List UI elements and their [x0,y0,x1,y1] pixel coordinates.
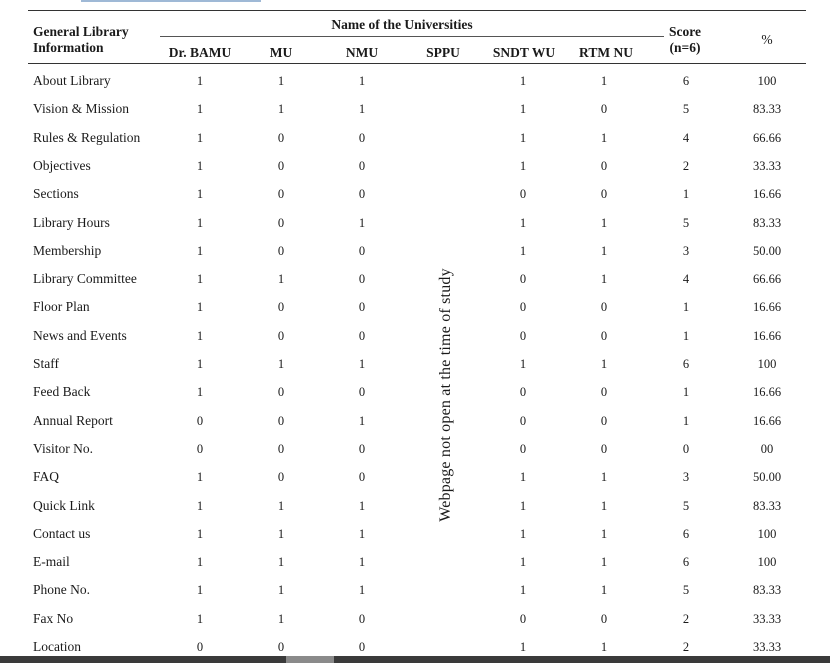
score-cell: 2 [682,640,690,654]
percent-cell: 00 [760,441,774,456]
table-cell: 0 [277,470,285,485]
header-score-line2: (n=6) [669,40,701,55]
scrollbar-thumb[interactable] [286,656,334,663]
score-cell: 4 [682,130,690,145]
row-label: Library Hours [33,214,110,230]
table-cell: 1 [358,498,366,513]
table-cell: 1 [600,74,608,88]
table-cell: 0 [519,413,527,428]
table-cell: 1 [277,498,285,513]
row-label: Library Committee [33,271,137,287]
table-cell: 1 [600,215,608,230]
header-university-sndt: SNDT WU [492,45,556,60]
table-cell: 0 [358,611,366,626]
row-label: Feed Back [33,384,91,400]
percent-cell: 83.33 [752,498,782,513]
percent-cell: 16.66 [752,328,782,343]
score-cell: 6 [682,555,690,570]
table-cell: 1 [277,102,285,117]
table-cell: 1 [196,357,204,371]
table-cell: 1 [196,526,204,541]
table-cell: 0 [519,611,527,626]
table-cell: 1 [196,498,204,513]
row-label: Sections [33,186,79,202]
table-cell: 1 [196,187,204,202]
score-cell: 5 [682,498,690,513]
table-cell: 1 [277,526,285,541]
table-cell: 1 [519,555,527,570]
table-cell: 1 [519,158,527,173]
table-cell: 1 [519,498,527,513]
row-label: Staff [33,356,59,371]
percent-cell: 33.33 [752,611,782,626]
row-label: Membership [33,242,102,258]
table-cell: 0 [600,300,608,315]
table-cell: 0 [196,640,204,654]
score-cell: 5 [682,583,690,598]
table-cell: 0 [358,243,366,258]
table-cell: 0 [277,158,285,173]
table-cell: 1 [519,130,527,145]
percent-cell: 33.33 [752,640,782,654]
table-cell: 1 [358,102,366,117]
table-cell: 0 [196,441,204,456]
table-cell: 1 [196,583,204,598]
percent-cell: 100 [757,357,777,371]
table-cell: 0 [600,187,608,202]
percent-cell: 33.33 [752,158,782,173]
table-cell: 0 [358,640,366,654]
row-label: Fax No [33,610,74,626]
table-cell: 1 [277,272,285,287]
table-cell: 1 [196,555,204,570]
table-cell: 0 [358,328,366,343]
table-cell: 1 [600,470,608,485]
row-label: News and Events [33,327,127,343]
table-cell: 0 [196,413,204,428]
table-cell: 0 [358,385,366,400]
table-cell: 0 [600,328,608,343]
score-cell: 3 [682,243,690,258]
row-label: Quick Link [33,497,95,513]
table-cell: 1 [196,102,204,117]
row-label: Visitor No. [33,440,93,456]
table-cell: 1 [277,357,285,371]
table-cell: 1 [600,640,608,654]
table-cell: 0 [519,328,527,343]
table-cell: 1 [358,74,366,88]
table-cell: 1 [519,102,527,117]
table-cell: 0 [358,187,366,202]
table-cell: 0 [277,187,285,202]
score-cell: 1 [682,413,690,428]
table-cell: 0 [600,102,608,117]
table-cell: 1 [519,583,527,598]
table-cell: 1 [196,470,204,485]
table-cell: 0 [277,413,285,428]
row-label: Annual Report [33,412,113,428]
percent-cell: 100 [757,526,777,541]
header-university-bamu: Dr. BAMU [168,45,232,60]
universities-rule [160,36,664,37]
percent-cell: 16.66 [752,385,782,400]
table-cell: 1 [600,526,608,541]
percent-cell: 66.66 [752,272,782,287]
table-cell: 0 [277,328,285,343]
table-cell: 0 [519,441,527,456]
table-cell: 1 [277,583,285,598]
table-cell: 0 [358,130,366,145]
percent-cell: 66.66 [752,130,782,145]
table-cell: 1 [358,583,366,598]
table-cell: 0 [277,640,285,654]
table-cell: 1 [196,272,204,287]
score-cell: 1 [682,328,690,343]
percent-cell: 100 [757,74,777,88]
table-cell: 0 [277,243,285,258]
table-cell: 1 [358,215,366,230]
table-cell: 0 [600,158,608,173]
header-universities-title: Name of the Universities [331,17,473,32]
table-cell: 0 [277,385,285,400]
table-cell: 1 [519,640,527,654]
table-cell: 1 [196,243,204,258]
table-cell: 0 [600,441,608,456]
percent-cell: 16.66 [752,300,782,315]
score-cell: 6 [682,357,690,371]
table-cell: 0 [277,130,285,145]
table-cell: 1 [519,526,527,541]
sppu-not-open-note: Webpage not open at the time of study [437,268,454,522]
table-cell: 1 [358,413,366,428]
table-cell: 0 [277,215,285,230]
score-cell: 1 [682,187,690,202]
table-cell: 1 [519,243,527,258]
score-cell: 0 [682,441,690,456]
score-cell: 1 [682,300,690,315]
percent-cell: 83.33 [752,583,782,598]
table-cell: 1 [277,611,285,626]
header-info-line1: General Library [33,24,129,39]
score-cell: 5 [682,102,690,117]
row-label: FAQ [33,469,60,485]
table-cell: 0 [600,385,608,400]
table-cell: 0 [519,385,527,400]
percent-cell: 16.66 [752,413,782,428]
percent-cell: 83.33 [752,102,782,117]
table-cell: 1 [519,215,527,230]
header-university-nmu: NMU [345,45,379,60]
score-cell: 3 [682,470,690,485]
row-label: Contact us [33,525,91,541]
table-cell: 0 [600,413,608,428]
table-cell: 1 [196,328,204,343]
score-cell: 2 [682,158,690,173]
horizontal-scrollbar[interactable] [0,656,830,663]
table-cell: 1 [196,74,204,88]
table-cell: 1 [600,555,608,570]
row-label: E-mail [33,554,70,570]
header-percent: % [761,32,773,47]
header-university-rtmnu: RTM NU [579,45,633,60]
table-cell: 1 [600,498,608,513]
table-cell: 0 [277,300,285,315]
table-cell: 1 [600,130,608,145]
score-cell: 2 [682,611,690,626]
score-cell: 6 [682,526,690,541]
table-cell: 1 [600,243,608,258]
table-cell: 1 [196,300,204,315]
table-cell: 1 [358,357,366,371]
header-bottom-rule [28,63,806,64]
row-label: About Library [33,73,111,88]
table-cell: 1 [600,357,608,371]
header-university-sppu: SPPU [426,45,460,60]
header-info-line2: Information [33,40,104,55]
table-cell: 1 [519,74,527,88]
row-label: Objectives [33,157,91,173]
table-cell: 0 [277,441,285,456]
percent-cell: 100 [757,555,777,570]
row-label: Phone No. [33,582,90,598]
table-cell: 1 [519,470,527,485]
row-label: Location [33,639,81,654]
header-score-line1: Score [669,24,701,39]
header-university-mu: MU [269,45,293,60]
table-cell: 1 [196,385,204,400]
table-cell: 1 [196,158,204,173]
table-cell: 0 [358,272,366,287]
percent-cell: 83.33 [752,215,782,230]
score-cell: 6 [682,74,690,88]
table-cell: 1 [358,526,366,541]
table-cell: 0 [600,611,608,626]
table-cell: 0 [358,441,366,456]
table-cell: 0 [358,300,366,315]
table-cell: 1 [277,555,285,570]
percent-cell: 16.66 [752,187,782,202]
table-cell: 0 [358,158,366,173]
score-cell: 1 [682,385,690,400]
table-top-rule [28,10,806,11]
score-cell: 4 [682,272,690,287]
row-label: Floor Plan [33,299,90,315]
top-accent-line [81,0,261,2]
row-label: Rules & Regulation [33,129,141,145]
table-cell: 0 [519,300,527,315]
table-cell: 0 [519,187,527,202]
row-label: Vision & Mission [33,101,129,117]
table-cell: 0 [519,272,527,287]
table-cell: 1 [196,611,204,626]
score-cell: 5 [682,215,690,230]
table-cell: 1 [196,130,204,145]
table-cell: 1 [600,272,608,287]
percent-cell: 50.00 [752,470,782,485]
table-cell: 1 [358,555,366,570]
table-cell: 1 [277,74,285,88]
table-cell: 0 [358,470,366,485]
percent-cell: 50.00 [752,243,782,258]
table-cell: 1 [600,583,608,598]
table-cell: 1 [519,357,527,371]
table-cell: 1 [196,215,204,230]
